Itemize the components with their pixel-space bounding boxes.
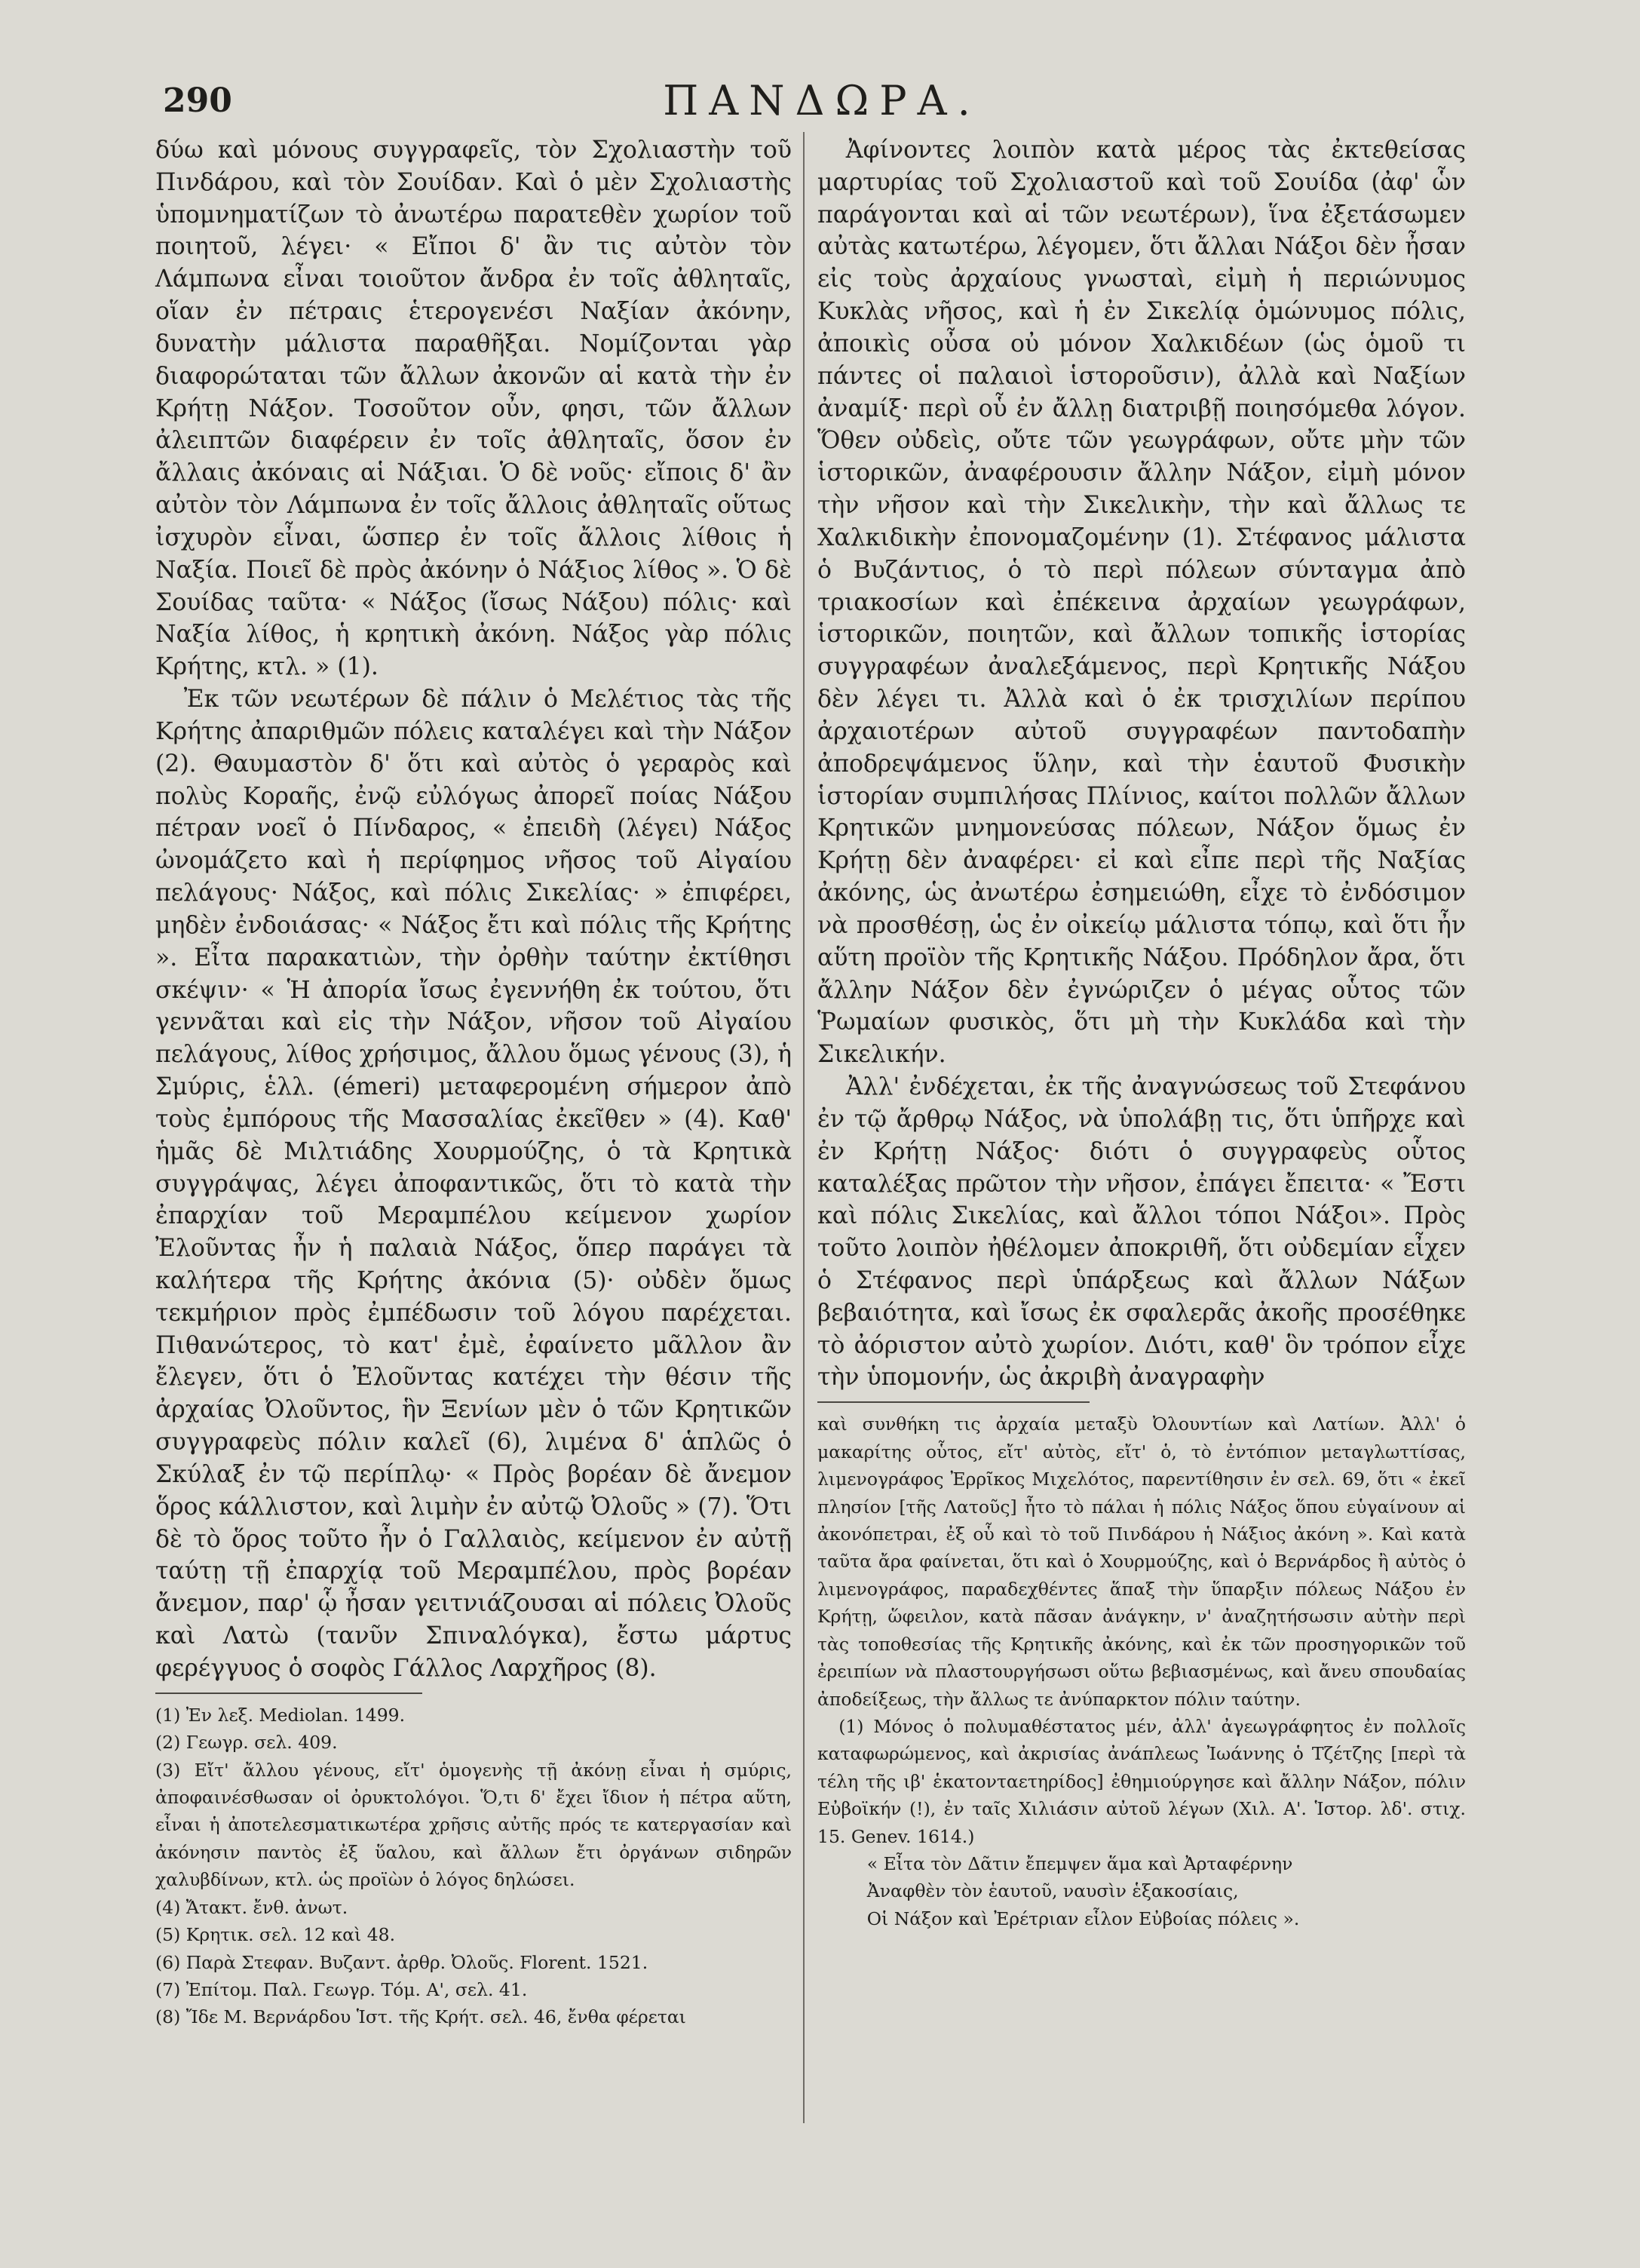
footnote-5: (5) Κρητικ. σελ. 12 καὶ 48. bbox=[155, 1924, 396, 1946]
left-column bbox=[155, 134, 792, 2031]
footnote-1: (1) Ἐν λεξ. Mediolan. 1499. bbox=[155, 1704, 406, 1726]
footnote-rule-left bbox=[155, 1693, 422, 1694]
footnote-7: (7) Ἐπίτομ. Παλ. Γεωγρ. Τόμ. Α', σελ. 41. bbox=[155, 1978, 528, 2000]
quoted-verse-line-3: Οἱ Νάξον καὶ Ἐρέτριαν εἷλον Εὐβοίας πόλεις ». bbox=[866, 1907, 1300, 1929]
footnote-2: (2) Γεωγρ. σελ. 409. bbox=[155, 1732, 338, 1754]
footnote-8-continued: καὶ συνθήκη τις ἀρχαία μεταξὺ Ὀλουντίων καὶ Λατίων. Ἀλλ' ὁ μακαρίτης οὗτος, εἴτ' αὐτὸς, εἴτ' ὁ, τὸ ἐντόπιον μεταγλωττίσας, λιμενογράφος Ἐρρῖκος Μιχελότος, παρεντίθησιν ἐν σελ. 69, ὅτι « ἐκεῖ πλησίον [τῆς Λατοῦς] ἦτο τὸ πάλαι ἡ πόλις Νάξος ὅπου εὑγαίνουν αἱ ἀκονόπετραι, ἐξ οὗ καὶ τὸ τοῦ Πινδάρου ἡ Νάξιος ἀκόνη ». Καὶ κατὰ ταῦτα ἄρα φαίνεται, ὅτι καὶ ὁ Χουρμούζης, καὶ ὁ Βερνάρδος ἢ αὐτὸς ὁ λιμενογράφος, παραδεχθέντες ἅπαξ τὴν ὕπαρξιν πόλεως Νάξου ἐν Κρήτῃ, ὥφειλον, κατὰ πᾶσαν ἀνάγκην, ν' ἀναζητήσωσιν αὐτὴν περὶ τὰς τοποθεσίας τῆς Κρητικῆς ἀκόνης, καὶ ἐκ τῶν προσηγορικῶν τοῦ ἐρειπίων νὰ πλαστουργήσωσι οὕτω βεβιασμένως, καὶ ἄνευ σπουδαίας ἀποδείξεως, τὴν ἄλλως τε ἀνύπαρκτον πόλιν ταύτην. bbox=[817, 1413, 1466, 1710]
footnote-6: (6) Παρὰ Στεφαν. Βυζαντ. ἀρθρ. Ὀλοῦς. Florent. 1521. bbox=[155, 1951, 648, 1973]
footnote-right-1: (1) Μόνος ὁ πολυμαθέστατος μέν, ἀλλ' ἀγεωγράφητος ἐν πολλοῖς καταφωρώμενος, καὶ ἀκρισίας ἀνάπλεως Ἰωάννης ὁ Τζέτζης [περὶ τὰ τέλη τῆς ιβ' ἑκατονταετηρίδος] ἐθημιούργησε καὶ ἄλλην Νάξον, πόλιν Εὐβοϊκήν (!), ἐν ταῖς Χιλιάσιν αὐτοῦ λέγων (Χιλ. Α'. Ἱστορ. λδ'. στιχ. 15. Genev. 1614.) bbox=[817, 1715, 1466, 1847]
running-header: ΠΑΝΔΩΡΑ. bbox=[663, 77, 981, 124]
footnote-8: (8) Ἴδε Μ. Βερνάρδου Ἱστ. τῆς Κρήτ. σελ. 46, ἔνθα φέρεται bbox=[155, 2006, 686, 2028]
footnote-rule-right bbox=[817, 1401, 1090, 1403]
column-divider bbox=[803, 132, 805, 2123]
left-footnotes bbox=[155, 1702, 792, 2031]
page-number: 290 bbox=[163, 81, 232, 120]
left-paragraph-1: δύω καὶ μόνους συγγραφεῖς, τὸν Σχολιαστὴν τοῦ Πινδάρου, καὶ τὸν Σουίδαν. Καὶ ὁ μὲν Σχολιαστὴς ὑπομνηματίζων τὸ ἀνωτέρω παρατεθὲν χωρίον τοῦ ποιητοῦ, λέγει· « Εἴποι δ' ἂν τις αὐτὸν τὸν Λάμπωνα εἶναι τοιοῦτον ἄνδρα ἐν τοῖς ἀθληταῖς, οἵαν ἐν πέτραις ἑτερογενέσι Ναξίαν ἀκόνην, δυνατὴν μάλιστα παραθῆξαι. Νομίζονται γὰρ διαφορώταται τῶν ἄλλων ἀκονῶν αἱ κατὰ τὴν ἐν Κρήτῃ Νάξον. Τοσοῦτον οὖν, φησι, τῶν ἄλλων ἀλειπτῶν διαφέρειν ἐν τοῖς ἀθληταῖς, ὅσον ἐν ἄλλαις ἀκόναις αἱ Νάξιαι. Ὁ δὲ νοῦς· εἴποις δ' ἂν αὐτὸν τὸν Λάμπωνα ἐν τοῖς ἄλλοις ἀθληταῖς οὕτως ἰσχυρὸν εἶναι, ὥσπερ ἐν τοῖς ἄλλοις λίθοις ἡ Ναξία. Ποιεῖ δὲ πρὸς ἀκόνην ὁ Νάξιος λίθος ». Ὁ δὲ Σουίδας ταῦτα· « Νάξος (ἴσως Νάξου) πόλις· καὶ Ναξία λίθος, ἡ κρητικὴ ἀκόνη. Νάξος γὰρ πόλις Κρήτης, κτλ. » (1). bbox=[155, 137, 792, 681]
footnote-3: (3) Εἴτ' ἄλλου γένους, εἴτ' ὁμογενὴς τῇ ἀκόνῃ εἶναι ἡ σμύρις, ἀποφαινέσθωσαν οἱ ὀρυκτολόγοι. Ὅ,τι δ' ἔχει ἴδιον ἡ πέτρα αὕτη, εἶναι ἡ ἀποτελεσματικωτέρα χρῆσις αὐτῆς πρός τε κατεργασίαν καὶ ἀκόνησιν παντὸς ἐξ ὕαλου, καὶ ἄλλων ἔτι ὀργάνων σιδηρῶν χαλυβδίνων, κτλ. ὡς προϊὼν ὁ λόγος δηλώσει. bbox=[155, 1759, 792, 1891]
footnote-4: (4) Ἄτακτ. ἔνθ. ἀνωτ. bbox=[155, 1896, 348, 1918]
right-column bbox=[817, 134, 1466, 1932]
quoted-verse-line-1: « Εἶτα τὸν Δᾶτιν ἔπεμψεν ἅμα καὶ Ἀρταφέρνην bbox=[866, 1853, 1293, 1875]
right-paragraph-1: Ἀφίνοντες λοιπὸν κατὰ μέρος τὰς ἐκτεθείσας μαρτυρίας τοῦ Σχολιαστοῦ καὶ τοῦ Σουίδα (ἀφ' ὧν παράγονται καὶ αἱ τῶν νεωτέρων), ἵνα ἐξετάσωμεν αὐτὰς κατωτέρω, λέγομεν, ὅτι ἄλλαι Νάξοι δὲν ἦσαν εἰς τοὺς ἀρχαίους γνωσταὶ, εἰμὴ ἡ περιώνυμος Κυκλὰς νῆσος, καὶ ἡ ἐν Σικελίᾳ ὁμώνυμος πόλις, ἀποικὶς οὖσα οὐ μόνον Χαλκιδέων (ὡς ὁμοῦ τι πάντες οἱ παλαιοὶ ἱστοροῦσιν), ἀλλὰ καὶ Ναξίων ἀναμίξ· περὶ οὗ ἐν ἄλλῃ διατριβῇ ποιησόμεθα λόγον. Ὅθεν οὐδεὶς, οὔτε τῶν γεωγράφων, οὔτε μὴν τῶν ἱστορικῶν, ἀναφέρουσιν ἄλλην Νάξον, εἰμὴ μόνον τὴν νῆσον καὶ τὴν Σικελικὴν, τὴν καὶ ἄλλως τε Χαλκιδικὴν ἐπονομαζομένην (1). Στέφανος μάλιστα ὁ Βυζάντιος, ὁ τὸ περὶ πόλεων σύνταγμα ἀπὸ τριακοσίων καὶ ἐπέκεινα ἀρχαίων γεωγράφων, ἱστορικῶν, ποιητῶν, καὶ ἄλλων τοπικῆς ἱστορίας συγγραφέων ἀναλεξάμενος, περὶ Κρητικῆς Νάξου δὲν λέγει τι. Ἀλλὰ καὶ ὁ ἐκ τρισχιλίων περίπου ἀρχαιοτέρων αὐτοῦ συγγραφέων παντοδαπὴν ἀποδρεψάμενος ὕλην, καὶ τὴν ἑαυτοῦ Φυσικὴν ἱστορίαν συμπιλήσας Πλίνιος, καίτοι πολλῶν ἄλλων Κρητικῶν μνημονεύσας πόλεων, Νάξον ὅμως ἐν Κρήτῃ δὲν ἀναφέρει· εἰ καὶ εἶπε περὶ τῆς Ναξίας ἀκόνης, ὡς ἀνωτέρω ἐσημειώθη, εἶχε τὸ ἐνδόσιμον νὰ προσθέσῃ, ὡς ἐν οἰκείῳ μάλιστα τόπῳ, καὶ ὅτι ἦν αὕτη προϊὸν τῆς Κρητικῆς Νάξου. Πρόδηλον ἄρα, ὅτι ἄλλην Νάξον δὲν ἐγνώριζεν ὁ μέγας οὗτος τῶν Ῥωμαίων φυσικὸς, ὅτι μὴ τὴν Κυκλάδα καὶ τὴν Σικελικήν. bbox=[817, 137, 1466, 1069]
right-footnotes bbox=[817, 1410, 1466, 1932]
right-paragraph-2: Ἀλλ' ἐνδέχεται, ἐκ τῆς ἀναγνώσεως τοῦ Στεφάνου ἐν τῷ ἄρθρῳ Νάξος, νὰ ὑπολάβῃ τις, ὅτι ὑπῆρχε καὶ ἐν Κρήτῃ Νάξος· διότι ὁ συγγραφεὺς οὗτος καταλέξας πρῶτον τὴν νῆσον, ἐπάγει ἔπειτα· « Ἔστι καὶ πόλις Σικελίας, καὶ ἄλλοι τόποι Νάξοι». Πρὸς τοῦτο λοιπὸν ἠθέλομεν ἀποκριθῆ, ὅτι οὐδεμίαν εἶχεν ὁ Στέφανος περὶ ὑπάρξεως καὶ ἄλλων Νάξων βεβαιότητα, καὶ ἴσως ἐκ σφαλερᾶς ἀκοῆς προσέθηκε τὸ ἀόριστον αὐτὸ χωρίον. Διότι, καθ' ὃν τρόπον εἶχε τὴν ὑπομονήν, ὡς ἀκριβὴ ἀναγραφὴν bbox=[817, 1073, 1466, 1392]
quoted-verse-line-2: Ἀναφθὲν τὸν ἑαυτοῦ, ναυσὶν ἑξακοσίαις, bbox=[866, 1880, 1239, 1902]
left-paragraph-2: Ἐκ τῶν νεωτέρων δὲ πάλιν ὁ Μελέτιος τὰς τῆς Κρήτης ἀπαριθμῶν πόλεις καταλέγει καὶ τὴν Νάξον (2). Θαυμαστὸν δ' ὅτι καὶ αὐτὸς ὁ γεραρὸς καὶ πολὺς Κοραῆς, ἐνῷ εὐλόγως ἀπορεῖ ποίας Νάξου πέτραν νοεῖ ὁ Πίνδαρος, « ἐπειδὴ (λέγει) Νάξος ὠνομάζετο καὶ ἡ περίφημος νῆσος τοῦ Αἰγαίου πελάγους· Νάξος, καὶ πόλις Σικελίας· » ἐπιφέρει, μηδὲν ἐνδοιάσας· « Νάξος ἔτι καὶ πόλις τῆς Κρήτης ». Εἶτα παρακατιὼν, τὴν ὀρθὴν ταύτην ἐκτίθησι σκέψιν· « Ἡ ἀπορία ἴσως ἐγεννήθη ἐκ τούτου, ὅτι γεννᾶται καὶ εἰς τὴν Νάξον, νῆσον τοῦ Αἰγαίου πελάγους, λίθος χρήσιμος, ἄλλου ὅμως γένους (3), ἡ Σμύρις, ἑλλ. (émeri) μεταφερομένη σήμερον ἀπὸ τοὺς ἐμπόρους τῆς Μασσαλίας ἐκεῖθεν » (4). Καθ' ἡμᾶς δὲ Μιλτιάδης Χουρμούζης, ὁ τὰ Κρητικὰ συγγράψας, λέγει ἀποφαντικῶς, ὅτι τὸ κατὰ τὴν ἐπαρχίαν τοῦ Μεραμπέλου κείμενον χωρίον Ἐλοῦντας ἦν ἡ παλαιὰ Νάξος, ὅπερ παράγει τὰ καλήτερα τῆς Κρήτης ἀκόνια (5)· οὐδὲν ὅμως τεκμήριον πρὸς ἐμπέδωσιν τοῦ λόγου παρέχεται. Πιθανώτερος, τὸ κατ' ἐμὲ, ἐφαίνετο μᾶλλον ἂν ἔλεγεν, ὅτι ὁ Ἐλοῦντας κατέχει τὴν θέσιν τῆς ἀρχαίας Ὀλοῦντος, ἣν Ξενίων μὲν ὁ τῶν Κρητικῶν συγγραφεὺς πόλιν καλεῖ (6), λιμένα δ' ἁπλῶς ὁ Σκύλαξ ἐν τῷ περίπλῳ· « Πρὸς βορέαν δὲ ἄνεμον ὅρος κάλλιστον, καὶ λιμὴν ἐν αὐτῷ Ὀλοῦς » (7). Ὅτι δὲ τὸ ὅρος τοῦτο ἦν ὁ Γαλλαιὸς, κείμενον ἐν αὐτῇ ταύτῃ τῇ ἐπαρχίᾳ τοῦ Μεραμπέλου, πρὸς βορέαν ἄνεμον, παρ' ᾧ ἦσαν γειτνιάζουσαι αἱ πόλεις Ὀλοῦς καὶ Λατὼ (τανῦν Σπιναλόγκα), ἔστω μάρτυς φερέγγυος ὁ σοφὸς Γάλλος Λαρχῆρος (8). bbox=[155, 686, 792, 1682]
